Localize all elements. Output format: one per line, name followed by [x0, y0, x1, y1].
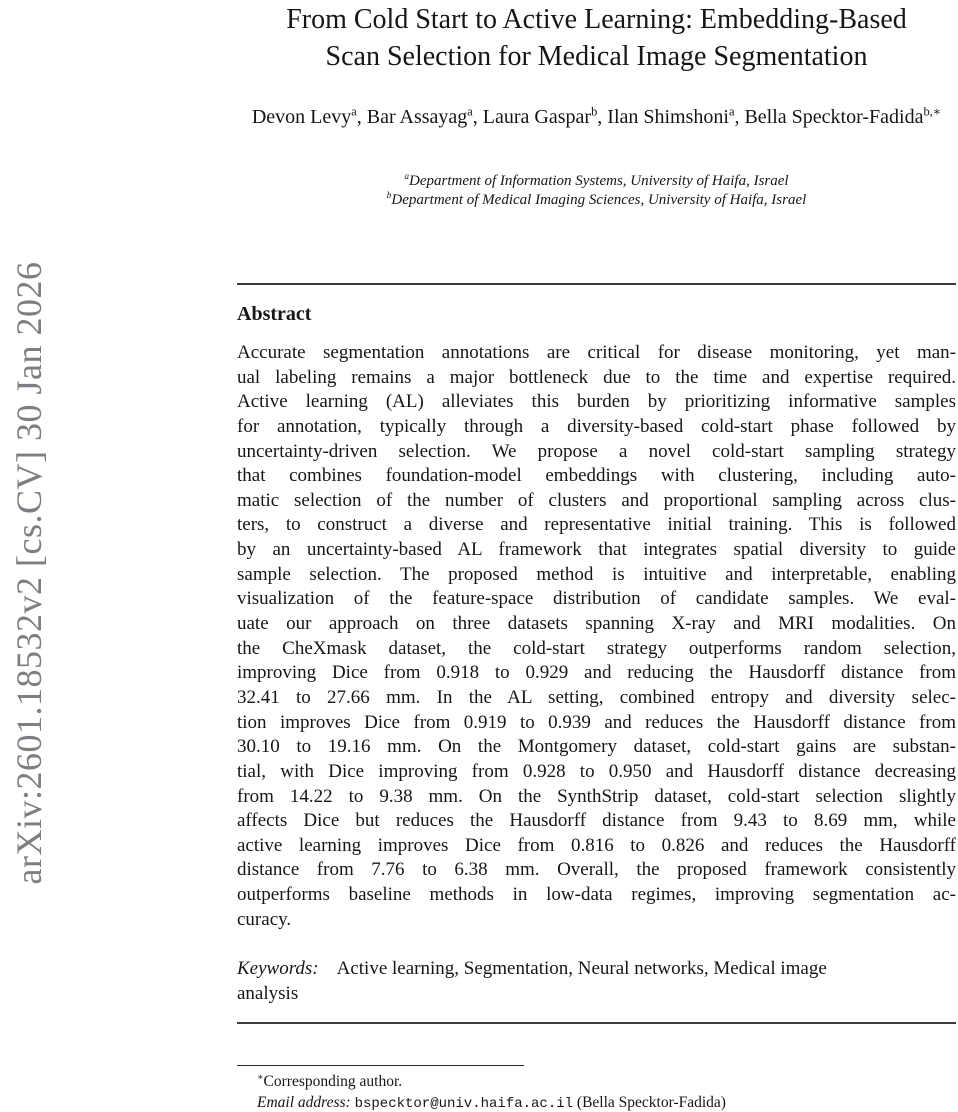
email-line — [237, 1092, 956, 1112]
paper-title — [237, 1, 956, 75]
paper-title-line-1: From Cold Start to Active Learning: Embedding-Based — [286, 4, 907, 35]
author-name: Bar Assayag — [366, 106, 468, 128]
footnote-rule — [237, 1065, 524, 1066]
arxiv-watermark: arXiv:2601.18532v2 [cs.CV] 30 Jan 2026 — [9, 261, 49, 885]
abstract-line: 32.41 to 27.66 mm. In the AL setting, combined entropy and diversity selec- — [237, 686, 956, 708]
footnote-marker: ∗ — [257, 1071, 264, 1083]
abstract-line: 30.10 to 19.16 mm. On the Montgomery dataset, cold-start gains are substan- — [237, 736, 956, 758]
author-separator: , — [472, 106, 483, 128]
abstract-line: improving Dice from 0.918 to 0.929 and reducing the Hausdorff distance from — [237, 662, 956, 684]
abstract-line: distance from 7.76 to 6.38 mm. Overall, the proposed framework consistently — [237, 859, 956, 881]
keywords-line-2: analysis — [237, 982, 299, 1004]
abstract-line: from 14.22 to 9.38 mm. On the SynthStrip dataset, cold-start selection slightly — [237, 785, 956, 807]
abstract-line: tial, with Dice improving from 0.928 to 0.950 and Hausdorff distance decreasing — [237, 760, 956, 782]
author-affiliation-mark: b — [591, 104, 598, 119]
author — [744, 106, 941, 128]
abstract-line: ual labeling remains a major bottleneck due to the time and expertise required. — [237, 366, 956, 388]
author-separator: , — [734, 106, 745, 128]
affiliation — [237, 191, 956, 210]
abstract-line: curacy. — [237, 908, 292, 930]
abstract-line: affects Dice but reduces the Hausdorff distance from 9.43 to 8.69 mm, while — [237, 810, 956, 832]
paper-title-line-2: Scan Selection for Medical Image Segmentation — [325, 41, 868, 72]
abstract-line: outperforms baseline methods in low-data regimes, improving segmentation ac- — [237, 884, 956, 906]
keywords-line-1 — [237, 957, 956, 982]
author-affiliation-mark: a — [728, 104, 735, 119]
paper-column — [237, 0, 956, 1112]
abstract-line: the CheXmask dataset, the cold-start strategy outperforms random selection, — [237, 637, 956, 659]
affiliation-text: Department of Information Systems, University of Haifa, Israel — [409, 173, 789, 189]
author-name: Bella Specktor-Fadida — [744, 106, 924, 128]
author-affiliation-mark: a — [467, 104, 473, 119]
keywords-label: Keywords: — [237, 958, 319, 979]
email-label: Email address: — [257, 1094, 351, 1111]
abstract-line: by an uncertainty-based AL framework that integrates spatial diversity to guide — [237, 539, 956, 561]
author-affiliation-mark: b,∗ — [923, 104, 942, 119]
abstract-body — [237, 341, 956, 932]
keywords-block — [237, 957, 956, 1006]
author-separator: , — [356, 106, 367, 128]
author-list — [237, 100, 956, 134]
author-separator: , — [597, 106, 608, 128]
author-name: Ilan Shimshoni — [607, 106, 729, 128]
abstract-line: that combines foundation-model embeddings with clustering, including auto- — [237, 465, 956, 487]
author — [607, 106, 744, 128]
keywords-text: Active learning, Segmentation, Neural networks, Medical image — [336, 958, 827, 979]
author — [483, 106, 607, 128]
corresponding-author-note — [237, 1071, 956, 1092]
abstract-line: Active learning (AL) alleviates this burden by prioritizing informative samples — [237, 391, 956, 413]
author — [252, 106, 367, 128]
footnote-block — [237, 1065, 956, 1112]
affiliation — [237, 172, 956, 191]
author-name: Laura Gaspar — [482, 106, 592, 128]
author — [367, 106, 483, 128]
affiliation-mark: b — [386, 191, 392, 201]
affiliation-text: Department of Medical Imaging Sciences, University of Haifa, Israel — [391, 192, 807, 208]
abstract-heading: Abstract — [237, 303, 312, 325]
author-name: Devon Levy — [251, 106, 352, 128]
affiliation-mark: a — [404, 172, 410, 182]
email-link[interactable]: bspecktor@univ.haifa.ac.il — [354, 1096, 574, 1112]
email-note: (Bella Specktor-Fadida) — [576, 1094, 726, 1111]
abstract-bottom-rule — [237, 1022, 956, 1024]
affiliation-list — [237, 172, 956, 210]
abstract-line: active learning improves Dice from 0.816 to 0.826 and reduces the Hausdorff — [237, 834, 956, 856]
abstract-line: uate our approach on three datasets spanning X-ray and MRI modalities. On — [237, 613, 956, 635]
abstract-line: uncertainty-driven selection. We propose a novel cold-start sampling strategy — [237, 440, 956, 462]
abstract-line: tion improves Dice from 0.919 to 0.939 and reduces the Hausdorff distance from — [237, 711, 956, 733]
abstract-line: sample selection. The proposed method is intuitive and interpretable, enabling — [237, 563, 956, 585]
abstract-line: visualization of the feature-space distribution of candidate samples. We eval- — [237, 588, 956, 610]
abstract-line: Accurate segmentation annotations are critical for disease monitoring, yet man- — [237, 342, 956, 363]
footnote-text: Corresponding author. — [263, 1073, 403, 1090]
abstract-line: matic selection of the number of clusters and proportional sampling across clus- — [237, 489, 956, 511]
abstract-line: for annotation, typically through a diversity-based cold-start phase followed by — [237, 415, 956, 437]
abstract-line: ters, to construct a diverse and representative initial training. This is followed — [237, 514, 956, 536]
abstract-top-rule — [237, 283, 956, 285]
author-affiliation-mark: a — [351, 104, 357, 119]
